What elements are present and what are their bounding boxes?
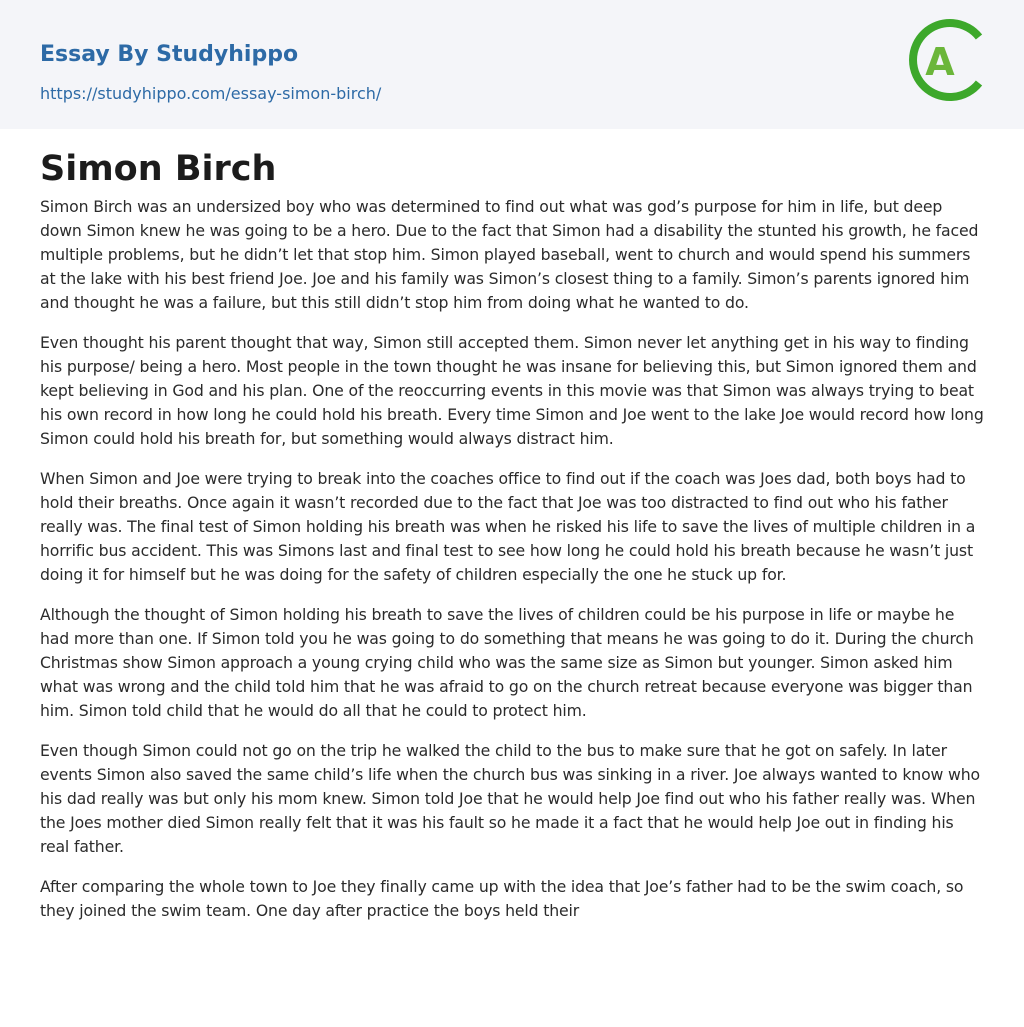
essay-url-link[interactable]: https://studyhippo.com/essay-simon-birch/: [40, 84, 382, 103]
article: [0, 129, 1024, 923]
logo-letter: A: [925, 40, 955, 84]
paragraph-1: Simon Birch was an undersized boy who was determined to find out what was god’s purpose for him in life, but deep down Simon knew he was going to be a hero. Due to the fact that Simon had a disability the stunted his growth, he faced multiple problems, but he didn’t let that stop him. Simon played baseball, went to church and would spend his summers at the lake with his best friend Joe. Joe and his family was Simon’s closest thing to a family. Simon’s parents ignored him and thought he was a failure, but this still didn’t stop him from doing what he wanted to do.: [40, 197, 979, 312]
site-title[interactable]: Essay By Studyhippo: [40, 42, 299, 67]
paragraph-6: After comparing the whole town to Joe they finally came up with the idea that Joe’s father had to be the swim coach, so they joined the swim team. One day after practice the boys held their: [40, 877, 964, 920]
page-title: Simon Birch: [40, 149, 277, 189]
paragraph-5: Even though Simon could not go on the trip he walked the child to the bus to make sure that he got on safely. In later events Simon also saved the same child’s life when the church bus was sinking in a river. Joe always wanted to know who his dad really was but only his mom knew. Simon told Joe that he would help Joe find out who his father really was. When the Joes mother died Simon really felt that it was his fault so he made it a fact that he would help Joe out in finding his real father.: [40, 741, 980, 856]
paragraph-3: When Simon and Joe were trying to break into the coaches office to find out if the coach was Joes dad, both boys had to hold their breaths. Once again it wasn’t recorded due to the fact that Joe was too distracted to find out who his father really was. The final test of Simon holding his breath was when he risked his life to save the lives of multiple children in a horrific bus accident. This was Simons last and final test to see how long he could hold his breath because he wasn’t just doing it for himself but he was doing for the safety of children especially the one he stuck up for.: [40, 469, 976, 584]
paragraph-4: Although the thought of Simon holding his breath to save the lives of children could be his purpose in life or maybe he had more than one. If Simon told you he was going to do something that means he was going to do it. During the church Christmas show Simon approach a young crying child who was the same size as Simon but younger. Simon asked him what was wrong and the child told him that he was afraid to go on the church retreat because everyone was bigger than him. Simon told child that he would do all that he could to protect him.: [40, 605, 974, 720]
studyhippo-logo-icon[interactable]: [902, 15, 992, 105]
paragraph-2: Even thought his parent thought that way, Simon still accepted them. Simon never let anything get in his way to finding his purpose/ being a hero. Most people in the town thought he was insane for believing this, but Simon ignored them and kept believing in God and his plan. One of the reoccurring events in this movie was that Simon was always trying to beat his own record in how long he could hold his breath. Every time Simon and Joe went to the lake Joe would record how long Simon could hold his breath for, but something would always distract him.: [40, 333, 984, 448]
site-header: [0, 0, 1024, 129]
